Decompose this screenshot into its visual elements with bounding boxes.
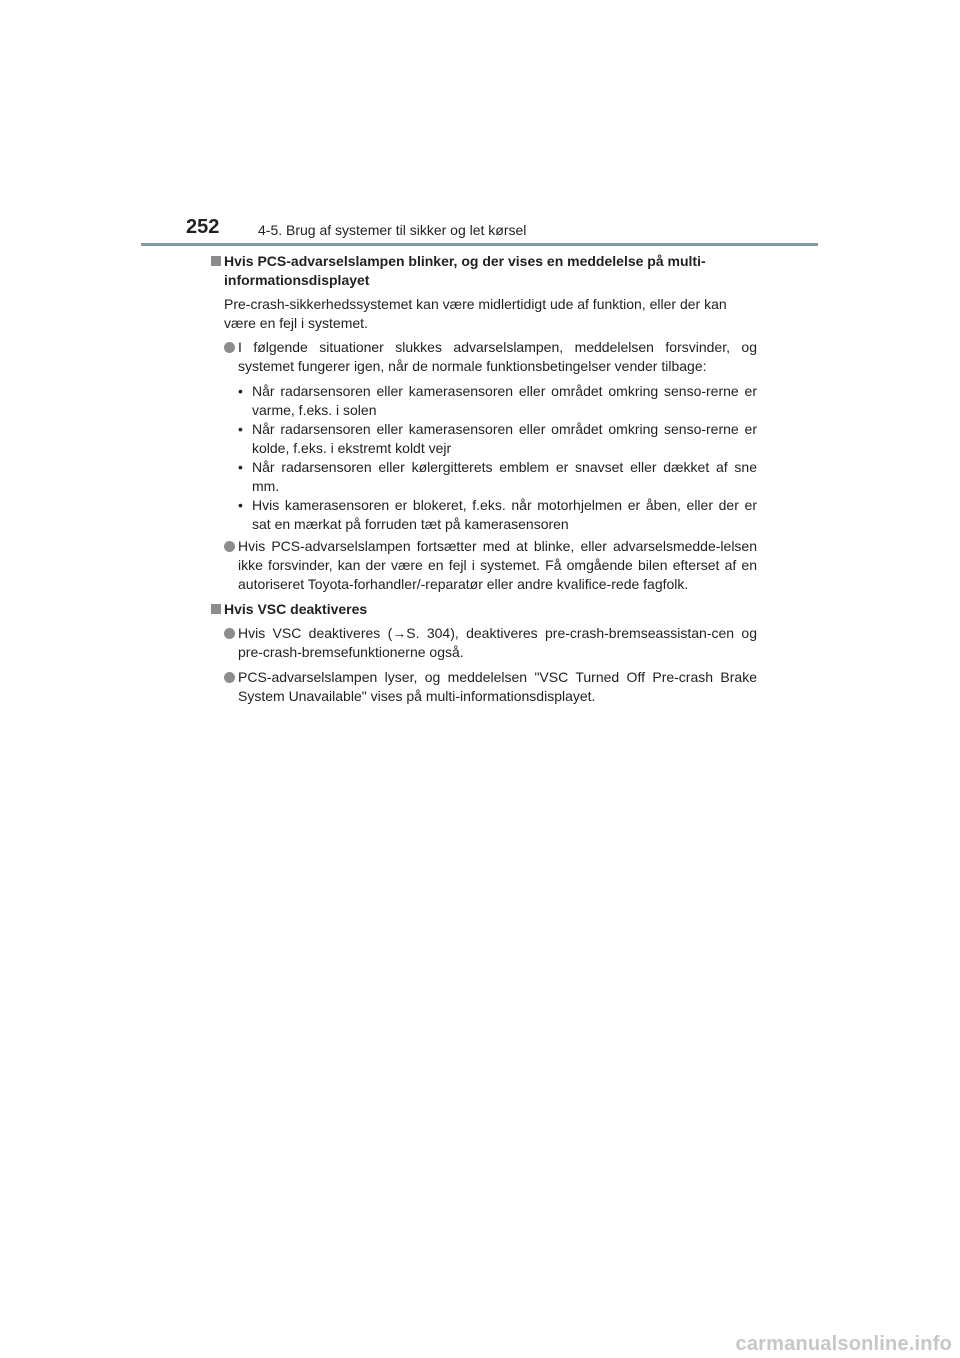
list-item-text: Hvis VSC deaktiveres (→S. 304), deaktiveres pre-crash-bremseassistan-cen og pre-crash-bremsefunktionerne også.	[238, 625, 757, 660]
page-content	[211, 252, 757, 712]
list-item	[211, 537, 757, 594]
sub-bullet-item	[211, 382, 757, 420]
header-divider	[141, 243, 818, 246]
square-bullet-icon	[211, 256, 221, 266]
circle-bullet-icon	[224, 541, 235, 552]
heading-line-2: informationsdisplayet	[224, 272, 370, 288]
sub-bullet-item	[211, 496, 757, 534]
circle-bullet-icon	[224, 672, 235, 683]
sub-bullet-text: Når radarsensoren eller kamerasensoren eller området omkring senso-rerne er kolde, f.eks. i ekstremt koldt vejr	[252, 421, 757, 456]
list-item-text: Hvis PCS-advarselslampen fortsætter med at blinke, eller advarselsmedde-lelsen ikke forsvinder, kan der være en fejl i systemet. Få omgående bilen efterset af en autoriseret Toyota-forhandler/-reparatør eller andre kvalifice-rede fagfolk.	[238, 538, 757, 592]
page-number: 252	[186, 216, 220, 238]
circle-bullet-icon	[224, 342, 235, 353]
list-item-text: I følgende situationer slukkes advarselslampen, meddelelsen forsvinder, og systemet fungerer igen, når de normale funktionsbetingelser vender tilbage:	[238, 339, 757, 374]
bullet-dot-icon: •	[238, 383, 243, 399]
sub-bullet-text: Når radarsensoren eller kølergitterets emblem er snavset eller dækket af sne mm.	[252, 459, 757, 494]
circle-bullet-icon	[224, 628, 235, 639]
section-heading-vsc	[211, 600, 757, 619]
sub-bullet-item	[211, 458, 757, 496]
list-item	[211, 624, 757, 662]
sub-bullet-list	[211, 382, 757, 534]
bullet-dot-icon: •	[238, 421, 243, 437]
sub-bullet-item	[211, 420, 757, 458]
list-item	[211, 338, 757, 376]
sub-bullet-text: Hvis kamerasensoren er blokeret, f.eks. når motorhjelmen er åben, eller der er sat en mærkat på forruden tæt på kamerasensoren	[252, 497, 757, 532]
section-heading-pcs-blink	[211, 252, 757, 290]
heading-text: Hvis VSC deaktiveres	[224, 601, 368, 617]
bullet-dot-icon: •	[238, 497, 243, 513]
bullet-dot-icon: •	[238, 459, 243, 475]
square-bullet-icon	[211, 604, 221, 614]
section-intro: Pre-crash-sikkerhedssystemet kan være midlertidigt ude af funktion, eller der kan være en fejl i systemet.	[224, 296, 727, 331]
sub-bullet-text: Når radarsensoren eller kamerasensoren eller området omkring senso-rerne er varme, f.eks. i solen	[252, 383, 757, 418]
watermark: carmanualsonline.info	[735, 1333, 952, 1355]
section-title: 4-5. Brug af systemer til sikker og let kørsel	[258, 222, 527, 238]
heading-line-1: Hvis PCS-advarselslampen blinker, og der vises en meddelelse på multi-	[224, 253, 706, 269]
list-item-text: PCS-advarselslampen lyser, og meddelelsen "VSC Turned Off Pre-crash Brake System Unavailable" vises på multi-informationsdisplayet.	[238, 669, 757, 704]
list-item	[211, 668, 757, 706]
